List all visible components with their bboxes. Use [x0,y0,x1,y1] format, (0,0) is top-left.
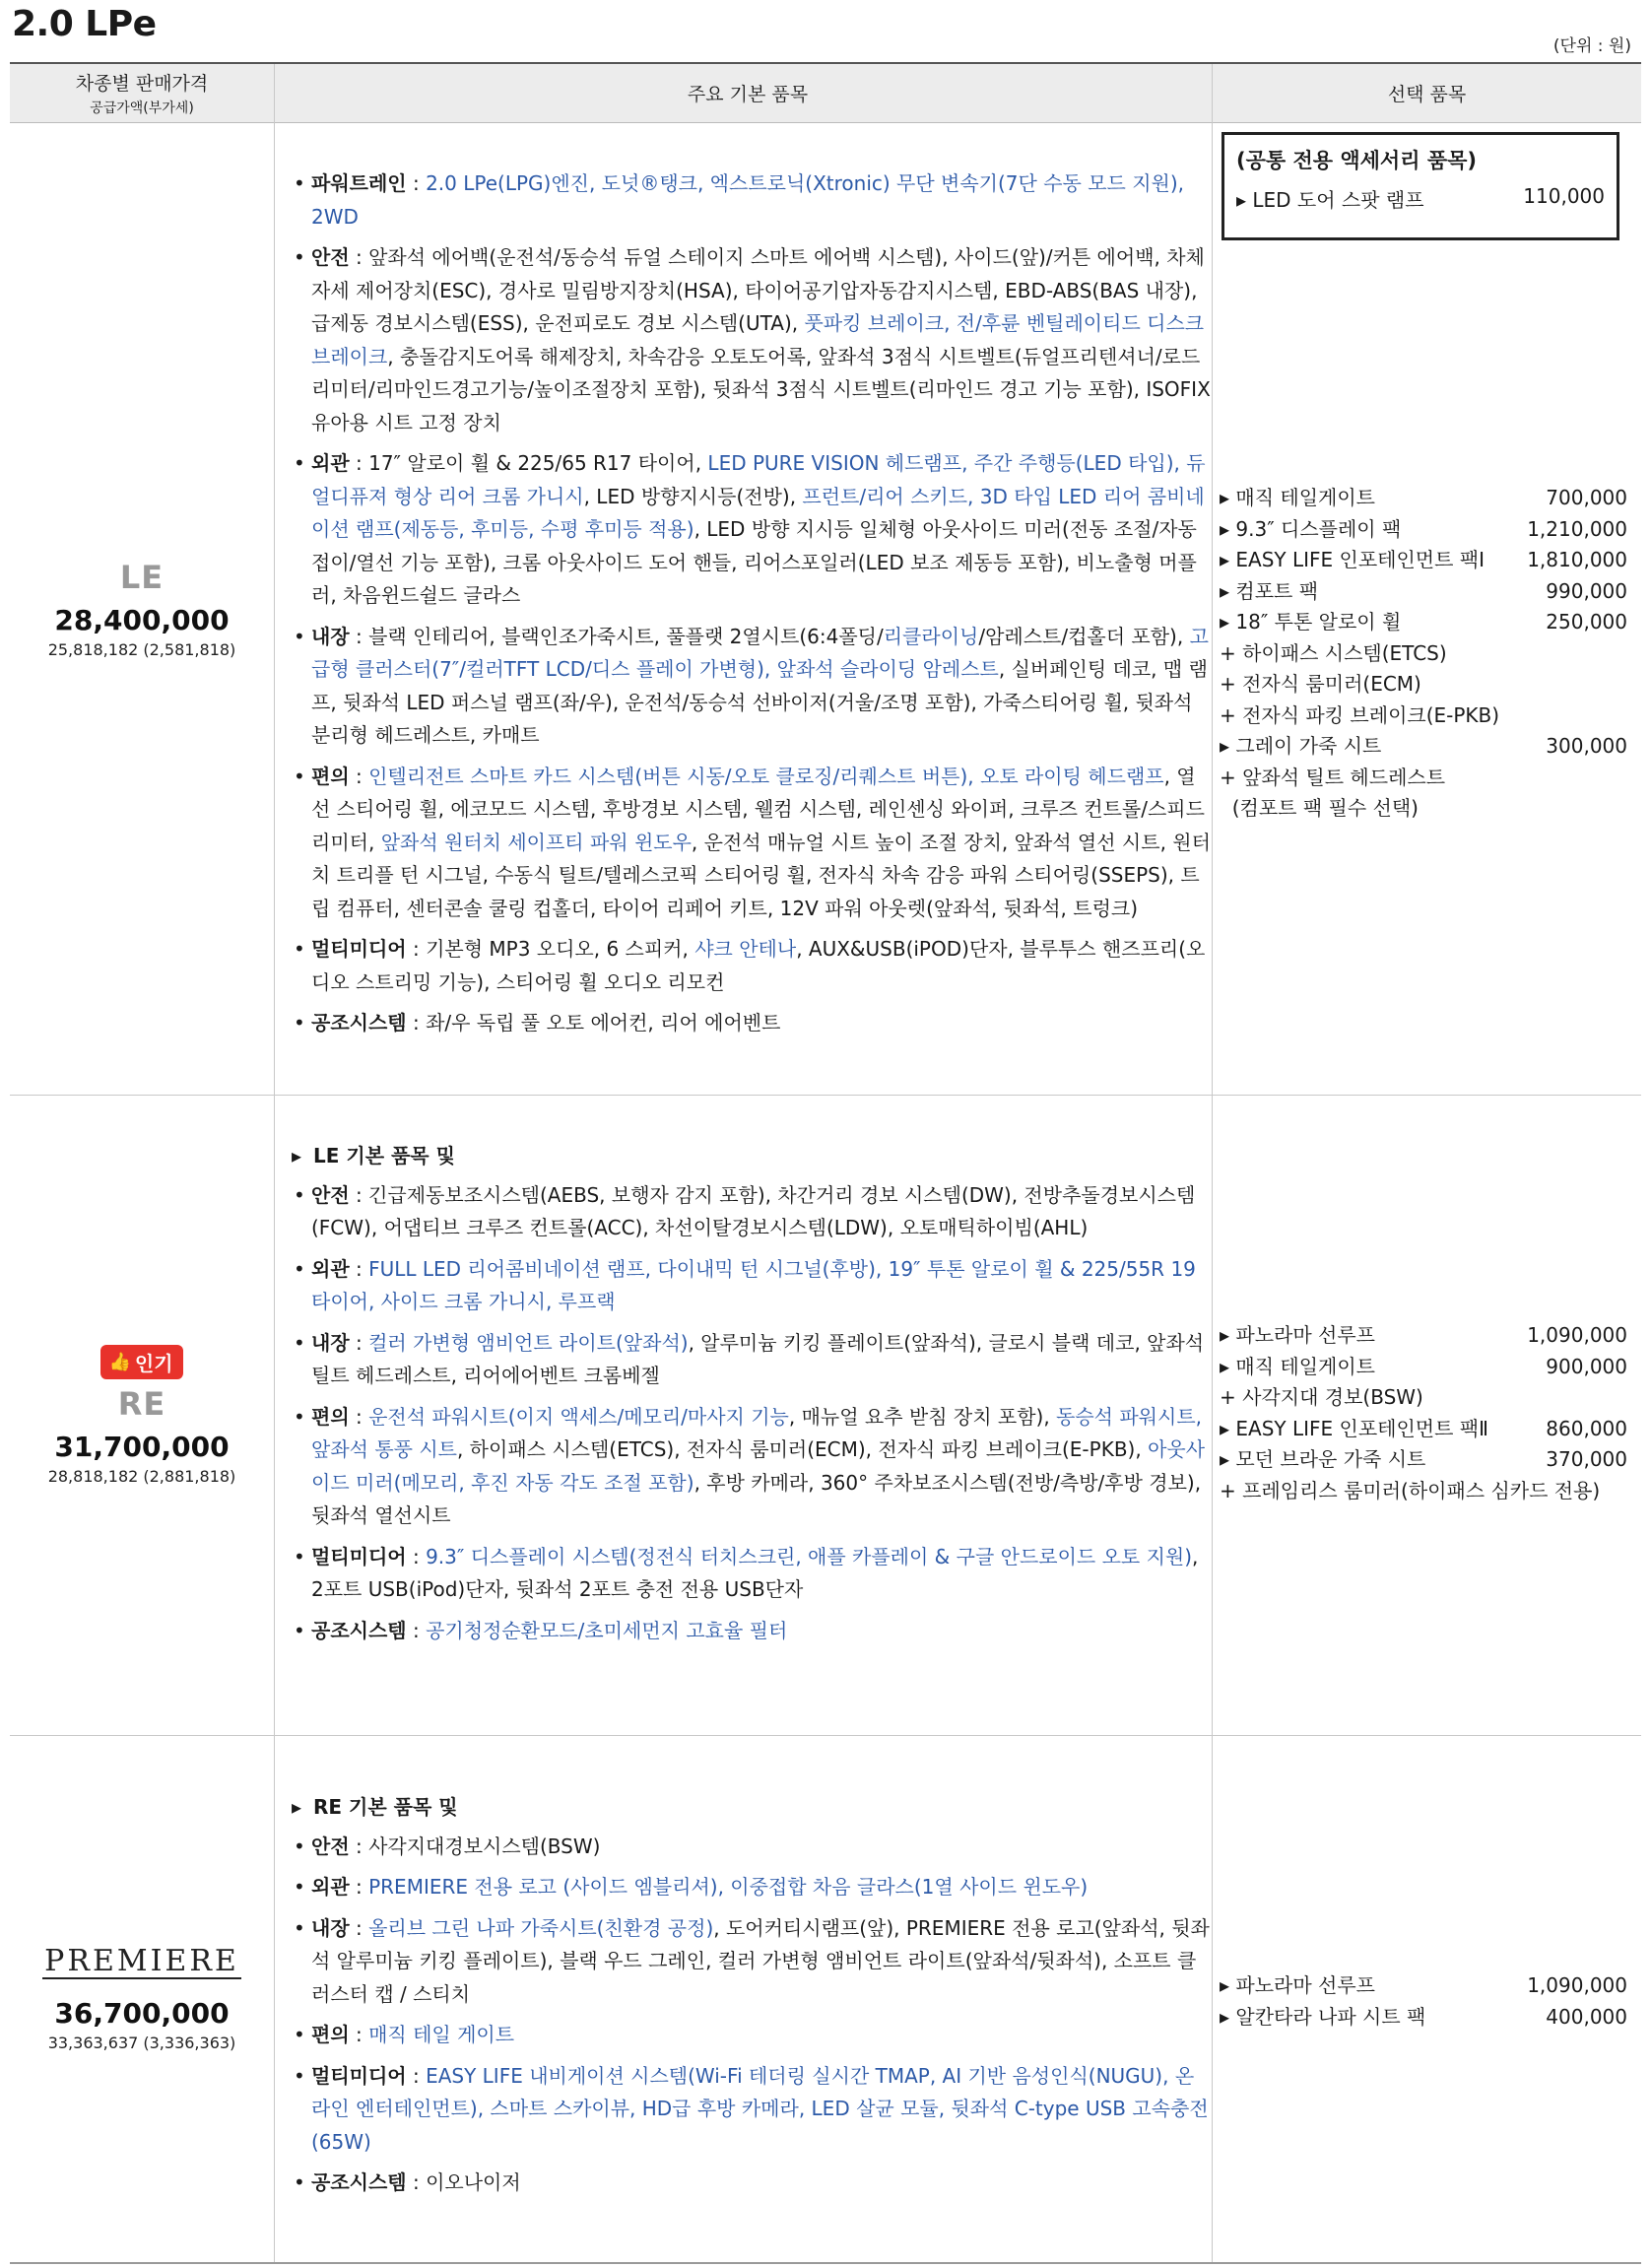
trim-name: RE [117,1385,166,1423]
option-price: 1,210,000 [1527,516,1627,541]
popular-badge [100,1345,182,1379]
trim-re-features [290,1140,1211,1655]
feature-label: 내장 [311,1330,350,1355]
option-name: ▸ EASY LIFE 인포테인먼트 팩Ⅰ [1220,548,1486,571]
option-price: 300,000 [1546,734,1627,758]
feature-text: : [349,1404,369,1429]
feature-text: , LED 방향지시등(전방), [583,484,803,508]
option-name: ▸ 알칸타라 나파 시트 팩 [1220,2004,1426,2029]
option-price: 1,090,000 [1527,1973,1627,1997]
feature-text: : 앞좌석 에어백(운전석/동승석 듀얼 스테이지 스마트 에어백 시스템), 사이드(앞)/커튼 에어백, 차체자세 제어장치(ESC), 경사로 밀림방지장치(HSA), 타이어공기압자동감지시스템, EBD-ABS(BAS 내장), 급제동 경보시스템(ESS), 운전피로도 경보 시스템(UTA), [311,245,1205,335]
option-row [1220,607,1627,638]
trim-name: LE [119,559,165,596]
option-price: 400,000 [1546,2004,1627,2029]
feature-text: : 블랙 인테리어, 블랙인조가죽시트, 풀플랫 2열시트(6:4폴딩/ [349,624,884,648]
feature-text: : [406,2063,427,2088]
option-name: ▸ 모던 브라운 가죽 시트 [1220,1447,1426,1471]
feature-text: : 좌/우 독립 풀 오토 에어컨, 리어 에어벤트 [406,1011,781,1034]
accessory-item-price: 110,000 [1523,184,1605,208]
feature-label: 안전 [311,245,350,269]
feature-highlight: 9.3″ 디스플레이 시스템(정전식 터치스크린, 애플 카플레이 & 구글 안드로이드 오토 지원) [426,1544,1193,1568]
accessory-box [1222,132,1619,240]
feature-label: 안전 [311,1834,350,1858]
feature-item [290,1007,1211,1040]
feature-highlight: 고급형 클러스터(7″/컬러TFT LCD/디스 플레이 가변형), 앞좌석 슬라이딩 암레스트 [311,624,1209,681]
feature-text: , 2포트 USB(iPod)단자, 뒷좌석 2포트 충전 전용 USB단자 [311,1544,1199,1601]
trim-re-options [1220,1320,1627,1506]
feature-text: , 알루미늄 키킹 플레이트(앞좌석), 글로시 블랙 데코, 앞좌석 틸트 헤드레스트, 리어에어벤트 크롬베젤 [311,1330,1205,1387]
feature-highlight: 인텔리전트 스마트 카드 시스템(버튼 시동/오토 클로징/리퀘스트 버튼), 오토 라이팅 헤드램프 [368,764,1164,788]
option-row [1220,638,1627,670]
feature-text: , 운전석 매뉴얼 시트 높이 조절 장치, 앞좌석 열선 시트, 원터치 트리플 턴 시그널, 수동식 틸트/텔레스코픽 스티어링 휠, 전자식 차속 감응 파워 스티어링(SSEPS), 트립 컴퓨터, 센터콘솔 쿨링 컵홀더, 타이어 리페어 키트, 12V 파워 아웃렛(앞좌석, 뒷좌석, 트렁크) [311,830,1211,920]
feature-item [290,761,1211,926]
option-price: 700,000 [1546,486,1627,509]
option-row [1220,731,1627,763]
feature-text: , 충돌감지도어록 해제장치, 차속감응 오토도어록, 앞좌석 3점식 시트벨트(듀얼프리텐셔너/로드리미터/리마인드경고기능/높이조절장치 포함), 뒷좌석 3점식 시트벨트(리마인드 경고 기능 포함), ISOFIX 유아용 시트 고정 장치 [311,344,1211,434]
trim-le-features [290,167,1211,1048]
feature-label: 멀티미디어 [311,937,407,961]
option-row [1220,2002,1627,2034]
feature-label: 안전 [311,1182,350,1207]
feature-label: 내장 [311,624,350,648]
option-name: + 사각지대 경보(BSW) [1220,1385,1423,1409]
accessory-item [1236,184,1605,213]
unit-label: (단위 : 원) [1552,36,1631,56]
option-row [1220,793,1627,825]
option-row [1220,1414,1627,1445]
feature-item [290,1615,1211,1648]
page-title: 2.0 LPe [12,4,157,44]
feature-text: : [406,171,427,195]
feature-highlight: EASY LIFE 내비게이션 시스템(Wi-Fi 테더링 실시간 TMAP, AI 기반 음성인식(NUGU), 온라인 엔터테인먼트), 스마트 스카이뷰, HD급 후방 카메라, LED 살균 모듈, 뒷좌석 C-type USB 고속충전(65W) [311,2063,1209,2154]
trim-price: 28,400,000 [54,604,230,636]
feature-label: 외관 [311,451,350,475]
option-name: (컴포트 팩 필수 선택) [1220,796,1419,820]
header-features-label: 주요 기본 품목 [687,84,809,105]
feature-label: 공조시스템 [311,2170,407,2194]
header-features [275,64,1221,122]
feature-label: 외관 [311,1256,350,1281]
feature-text: , 실버페인팅 데코, 맵 램프, 뒷좌석 LED 퍼스널 램프(좌/우), 운전석/동승석 선바이저(거울/조명 포함), 가죽스티어링 휠, 뒷좌석 분리형 헤드레스트, 카매트 [311,657,1208,747]
feature-text: : [349,1256,369,1281]
feature-text: , 하이패스 시스템(ETCS), 전자식 룸미러(ECM), 전자식 파킹 브레이크(E-PKB), [456,1437,1149,1461]
feature-text: , 열선 스티어링 휠, 에코모드 시스템, 후방경보 시스템, 웰컴 시스템, 레인센싱 와이퍼, 크루즈 컨트롤/스피드 리미터, [311,764,1205,854]
option-row [1220,1476,1627,1507]
feature-item [290,1541,1211,1607]
base-items-heading: ▸ RE 기본 품목 및 [290,1791,1211,1825]
feature-highlight: 풋파킹 브레이크, 전/후륜 벤틸레이티드 디스크 브레이크 [311,311,1205,368]
feature-label: 공조시스템 [311,1011,407,1034]
feature-highlight: 동승석 파워시트, 앞좌석 통풍 시트 [311,1404,1203,1461]
feature-label: 외관 [311,1875,350,1899]
trim-premiere-features [290,1791,1211,2208]
feature-text: : [349,2023,369,2046]
feature-item [290,1871,1211,1904]
option-price: 370,000 [1546,1447,1627,1471]
feature-label: 파워트레인 [311,171,407,195]
feature-item [290,1253,1211,1319]
option-name: ▸ 9.3″ 디스플레이 팩 [1220,516,1402,541]
option-price: 1,810,000 [1527,548,1627,571]
feature-text: , 도어커티시램프(앞), PREMIERE 전용 로고(앞좌석, 뒷좌석 알루미늄 키킹 플레이트), 블랙 우드 그레인, 컬러 가변형 앰비언트 라이트(앞좌석/뒷좌석), 소프트 클러스터 캡 / 스티치 [311,1915,1210,2006]
premiere-logo: PREMIERE [44,1944,239,1979]
feature-text: : [406,1618,427,1642]
feature-item [290,621,1211,753]
feature-text: : 긴급제동보조시스템(AEBS, 보행자 감지 포함), 차간거리 경보 시스템(DW), 전방추돌경보시스템(FCW), 어댑티브 크루즈 컨트롤(ACC), 차선이탈경보시스템(LDW), 오토매틱하이빔(AHL) [311,1182,1196,1239]
option-name: + 하이패스 시스템(ETCS) [1220,640,1447,665]
feature-label: 편의 [311,764,350,788]
feature-highlight: LED PURE VISION 헤드램프, 주간 주행등(LED 타입), 듀얼디퓨져 형상 리어 크롬 가니시 [311,451,1206,508]
feature-text: : [349,1915,369,1940]
feature-item [290,167,1211,233]
trim-price-sub: 33,363,637 (3,336,363) [47,2033,236,2052]
option-row [1220,1382,1627,1414]
feature-text: : 이오나이저 [406,2170,521,2194]
feature-item [290,1831,1211,1864]
feature-text: , 매뉴얼 요추 받침 장치 포함), [788,1404,1057,1429]
feature-text: /암레스트/컵홀더 포함), [978,624,1190,648]
header-price-label: 차종별 판매가격 [75,73,209,95]
option-name: ▸ 파노라마 선루프 [1220,1973,1375,1997]
feature-item [290,241,1211,439]
feature-item [290,447,1211,613]
option-row [1220,669,1627,700]
feature-item [290,1401,1211,1533]
feature-text: , 후방 카메라, 360° 주차보조시스템(전방/측방/후방 경보), 뒷좌석 열선시트 [311,1470,1202,1527]
thumbs-up-icon: 👍 [108,1352,131,1372]
trim-le-price-cell [10,123,274,1095]
feature-text: : [349,1330,369,1355]
option-name: ▸ 18″ 투톤 알로이 휠 [1220,610,1402,634]
feature-label: 편의 [311,1404,350,1429]
feature-label: 편의 [311,2023,350,2046]
feature-highlight: 매직 테일 게이트 [368,2023,515,2046]
option-name: ▸ 컴포트 팩 [1220,578,1319,603]
option-price: 990,000 [1546,578,1627,603]
feature-item [290,1912,1211,2012]
feature-highlight: 앞좌석 원터치 세이프티 파워 윈도우 [380,830,692,854]
option-row [1220,576,1627,608]
feature-label: 멀티미디어 [311,2063,407,2088]
option-name: + 앞좌석 틸트 헤드레스트 [1220,765,1446,789]
feature-item [290,933,1211,999]
option-name: + 전자식 룸미러(ECM) [1220,672,1421,696]
option-row [1220,514,1627,546]
header-options-label: 선택 품목 [1387,84,1467,105]
trim-le-options [1220,483,1627,825]
accessory-title: (공통 전용 액세서리 품목) [1236,149,1477,172]
trim-premiere-price-cell [10,1736,274,2262]
feature-text: : 기본형 MP3 오디오, 6 스피커, [406,937,695,961]
feature-highlight: 올리브 그린 나파 가죽시트(친환경 공정) [368,1915,714,1940]
feature-item [290,1179,1211,1245]
feature-text: : [406,1544,427,1568]
option-name: ▸ 파노라마 선루프 [1220,1323,1375,1347]
feature-item [290,2060,1211,2160]
feature-label: 내장 [311,1915,350,1940]
trim-re-price-cell [10,1096,274,1735]
option-row [1220,700,1627,732]
trim-premiere-options [1220,1970,1627,2033]
option-name: ▸ 그레이 가죽 시트 [1220,734,1382,758]
option-row [1220,1320,1627,1352]
column-divider [1212,64,1213,2263]
option-price: 900,000 [1546,1354,1627,1378]
base-items-heading: ▸ LE 기본 품목 및 [290,1140,1211,1173]
option-row [1220,545,1627,576]
feature-highlight: 2.0 LPe(LPG)엔진, 도넛®탱크, 엑스트로닉(Xtronic) 무단 변속기(7단 수동 모드 지원), 2WD [311,171,1184,229]
accessory-item-name: ▸ LED 도어 스팟 램프 [1236,188,1424,212]
badge-label: 인기 [134,1352,173,1375]
header-options [1213,64,1641,122]
option-name: ▸ 매직 테일게이트 [1220,1354,1375,1378]
option-name: ▸ EASY LIFE 인포테인먼트 팩Ⅱ [1220,1416,1488,1440]
feature-highlight: 샤크 안테나 [694,937,797,961]
option-price: 1,090,000 [1527,1323,1627,1347]
option-row [1220,1444,1627,1476]
option-price: 860,000 [1546,1416,1627,1440]
trim-price: 31,700,000 [54,1431,230,1463]
trim-price: 36,700,000 [54,1996,230,2030]
feature-highlight: 프런트/리어 스키드, 3D 타입 LED 리어 콤비네이션 램프(제동등, 후미등, 수평 후미등 적용) [311,484,1205,541]
feature-text: : [349,764,369,788]
feature-label: 멀티미디어 [311,1544,407,1568]
table-header [10,64,1641,123]
feature-highlight: 리클라이닝 [883,624,979,648]
feature-highlight: 공기청정순환모드/초미세먼지 고효율 필터 [426,1618,788,1642]
feature-text: , LED 방향 지시등 일체형 아웃사이드 미러(전동 조절/자동접이/열선 기능 포함), 크롬 아웃사이드 도어 핸들, 리어스포일러(LED 보조 제동등 포함), 비노출형 머플러, 차음윈드쉴드 글라스 [311,517,1197,607]
feature-text: : [349,1875,369,1899]
option-row [1220,1970,1627,2002]
column-divider [274,64,275,2263]
bottom-rule [10,2262,1641,2264]
option-name: ▸ 매직 테일게이트 [1220,486,1375,509]
feature-text: : 17″ 알로이 휠 & 225/65 R17 타이어, [349,451,708,475]
header-price [10,64,274,122]
option-row [1220,1352,1627,1383]
feature-highlight: 컬러 가변형 앰비언트 라이트(앞좌석) [368,1330,689,1355]
option-name: + 프레임리스 룸미러(하이패스 심카드 전용) [1220,1478,1601,1502]
feature-item [290,1327,1211,1393]
feature-item [290,2167,1211,2200]
trim-price-sub: 28,818,182 (2,881,818) [47,1467,236,1486]
feature-highlight: 운전석 파워시트(이지 액세스/메모리/마사지 기능 [368,1404,789,1429]
feature-item [290,2019,1211,2052]
feature-text: , AUX&USB(iPOD)단자, 블루투스 핸즈프리(오디오 스트리밍 기능), 스티어링 휠 오디오 리모컨 [311,937,1206,994]
feature-highlight: PREMIERE 전용 로고 (사이드 엠블리셔), 이중접합 차음 글라스(1열 사이드 윈도우) [368,1875,1089,1899]
feature-highlight: 아웃사이드 미러(메모리, 후진 자동 각도 조절 포함) [311,1437,1206,1495]
option-row [1220,763,1627,794]
option-price: 250,000 [1546,610,1627,634]
option-row [1220,483,1627,514]
header-price-sub: 공급가액(부가세) [90,100,194,116]
feature-highlight: FULL LED 리어콤비네이션 램프, 다이내믹 턴 시그널(후방), 19″ 투톤 알로이 휠 & 225/55R 19타이어, 사이드 크롬 가니시, 루프랙 [311,1256,1196,1313]
option-name: + 전자식 파킹 브레이크(E-PKB) [1220,702,1500,727]
feature-text: : 사각지대경보시스템(BSW) [349,1834,601,1858]
trim-price-sub: 25,818,182 (2,581,818) [47,640,236,659]
feature-label: 공조시스템 [311,1618,407,1642]
